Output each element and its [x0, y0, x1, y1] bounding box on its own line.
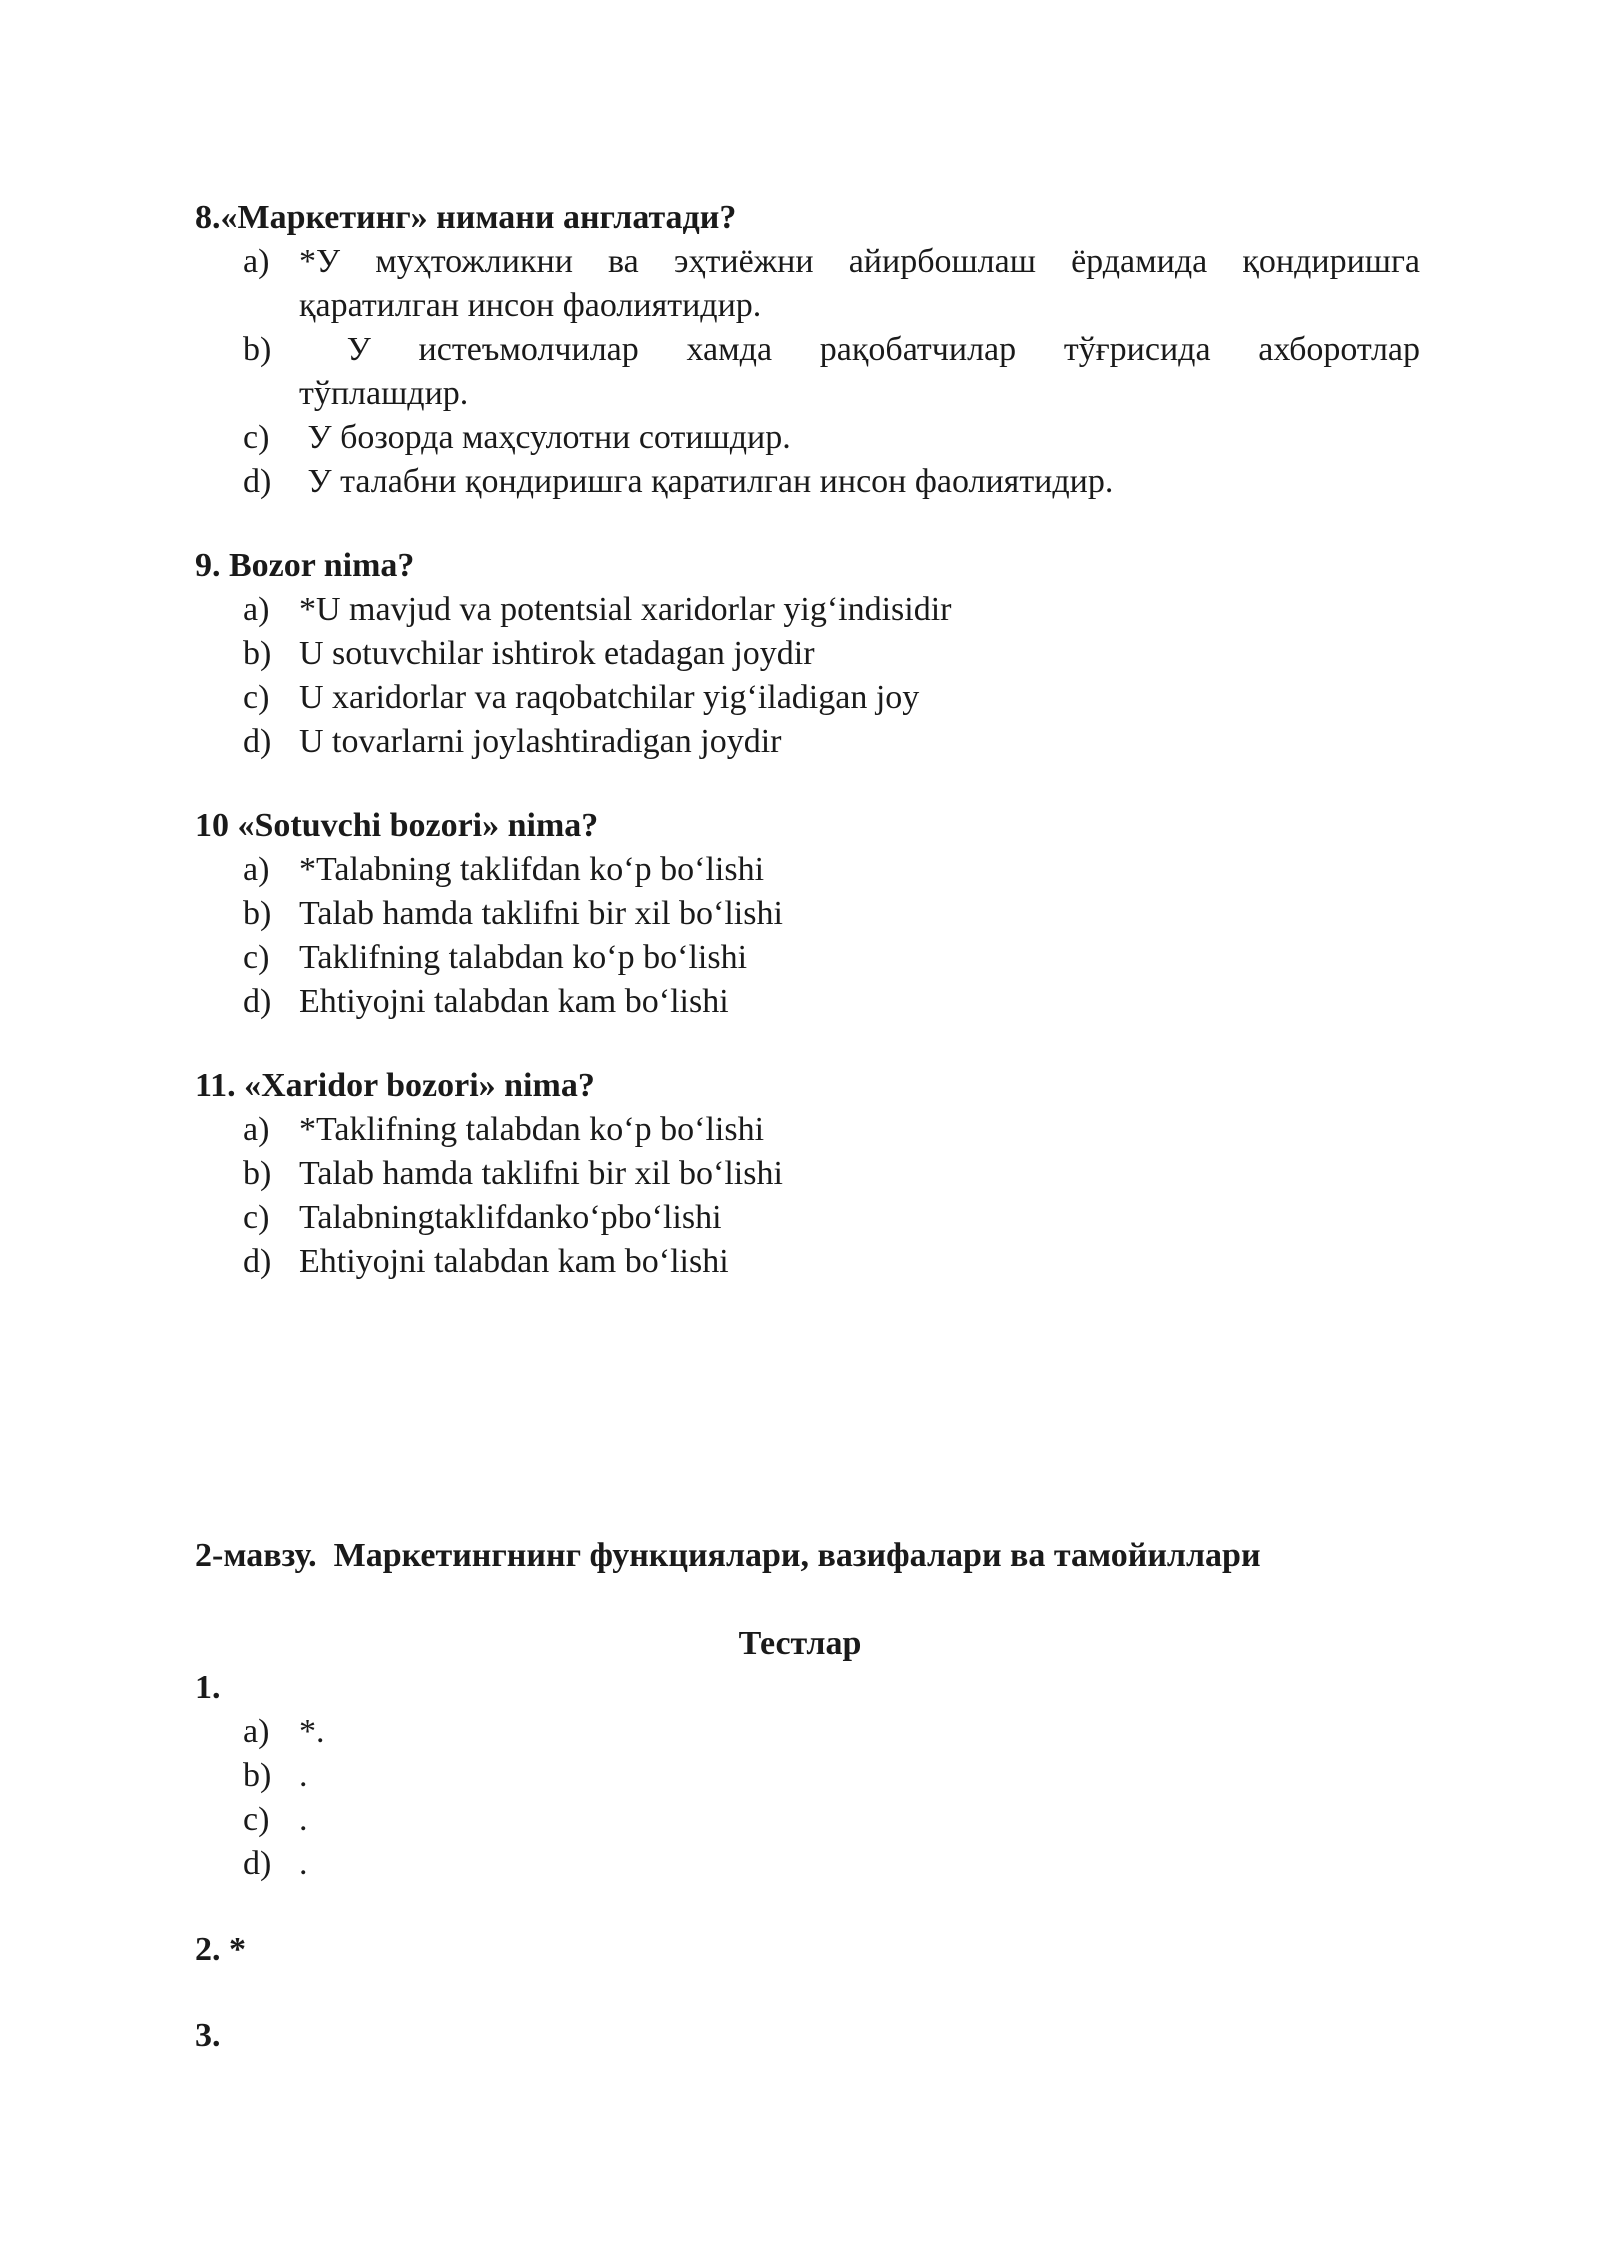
option-text: *U mavjud va potentsial xaridorlar yig‘indisidir	[299, 591, 952, 628]
tests-label: Тестлар	[738, 1625, 862, 1662]
question-11	[195, 1064, 1420, 1284]
test-2	[195, 1928, 1420, 1972]
option-letter: c)	[243, 419, 270, 456]
option-letter: b)	[243, 895, 272, 932]
test-title: 1.	[195, 1669, 221, 1706]
option-c	[195, 1196, 1420, 1240]
option-c	[195, 416, 1420, 460]
test-title: 2. *	[195, 1931, 246, 1968]
option-a	[195, 848, 1420, 892]
option-letter: d)	[243, 463, 272, 500]
option-text-line1: У истеъмолчилар хамда рақобатчилар тўғрисида ахборотлар	[299, 331, 1420, 368]
option-letter: a)	[243, 591, 270, 628]
option-letter: c)	[243, 939, 270, 976]
option-text: U tovarlarni joylashtiradigan joydir	[299, 723, 782, 760]
option-c	[195, 1798, 1420, 1842]
option-text: Ehtiyojni talabdan kam bo‘lishi	[299, 983, 729, 1020]
option-a	[195, 240, 1420, 328]
option-text: Ehtiyojni talabdan kam bo‘lishi	[299, 1243, 729, 1280]
option-letter: a)	[243, 243, 270, 280]
option-text-line2: тўплашдир.	[299, 375, 469, 412]
option-d	[195, 1842, 1420, 1886]
option-letter: c)	[243, 679, 270, 716]
option-b	[195, 1754, 1420, 1798]
option-text: .	[299, 1801, 308, 1838]
option-text: .	[299, 1757, 308, 1794]
option-b	[195, 1152, 1420, 1196]
option-text: Talab hamda taklifni bir xil bo‘lishi	[299, 1155, 783, 1192]
option-text-line2: қаратилган инсон фаолиятидир.	[299, 287, 762, 324]
option-text: U xaridorlar va raqobatchilar yig‘iladigan joy	[299, 679, 920, 716]
option-text: *Taklifning talabdan ko‘p bo‘lishi	[299, 1111, 765, 1148]
question-title: 8.«Маркетинг» нимани англатади?	[195, 199, 737, 236]
option-text: *.	[299, 1713, 325, 1750]
question-title: 9. Bozor nima?	[195, 547, 415, 584]
option-letter: a)	[243, 851, 270, 888]
option-text: У талабни қондиришга қаратилган инсон фаолиятидир.	[299, 463, 1114, 500]
option-text-line1: *У муҳтожликни ва эҳтиёжни айирбошлаш ёрдамида қондиришга	[299, 243, 1420, 280]
option-text: .	[299, 1845, 308, 1882]
option-text: *Talabning taklifdan ko‘p bo‘lishi	[299, 851, 765, 888]
option-letter: c)	[243, 1801, 270, 1838]
question-title: 11. «Xaridor bozori» nima?	[195, 1067, 595, 1104]
option-letter: d)	[243, 723, 272, 760]
option-a	[195, 1108, 1420, 1152]
option-letter: a)	[243, 1111, 270, 1148]
option-text: U sotuvchilar ishtirok etadagan joydir	[299, 635, 815, 672]
question-8	[195, 196, 1420, 504]
question-title: 10 «Sotuvchi bozori» nima?	[195, 807, 599, 844]
option-d	[195, 980, 1420, 1024]
test-title: 3.	[195, 2017, 221, 2054]
option-letter: a)	[243, 1713, 270, 1750]
option-text: Talabningtaklifdanko‘pbo‘lishi	[299, 1199, 722, 1236]
option-letter: c)	[243, 1199, 270, 1236]
option-c	[195, 676, 1420, 720]
question-9	[195, 544, 1420, 764]
option-letter: b)	[243, 635, 272, 672]
option-letter: d)	[243, 1243, 272, 1280]
option-letter: b)	[243, 1155, 272, 1192]
option-text: У бозорда маҳсулотни сотишдир.	[299, 419, 791, 456]
option-c	[195, 936, 1420, 980]
question-10	[195, 804, 1420, 1024]
option-a	[195, 1710, 1420, 1754]
option-letter: d)	[243, 1845, 272, 1882]
option-letter: d)	[243, 983, 272, 1020]
option-b	[195, 328, 1420, 416]
option-d	[195, 720, 1420, 764]
option-text: Talab hamda taklifni bir xil bo‘lishi	[299, 895, 783, 932]
option-a	[195, 588, 1420, 632]
topic-heading: 2-мавзу. Маркетингнинг функциялари, вазифалари ва тамойиллари	[195, 1537, 1261, 1574]
test-3	[195, 2014, 1420, 2058]
option-letter: b)	[243, 331, 272, 368]
option-d	[195, 1240, 1420, 1284]
option-b	[195, 632, 1420, 676]
option-letter: b)	[243, 1757, 272, 1794]
option-d	[195, 460, 1420, 504]
option-b	[195, 892, 1420, 936]
test-1	[195, 1666, 1420, 1886]
option-text: Taklifning talabdan ko‘p bo‘lishi	[299, 939, 748, 976]
